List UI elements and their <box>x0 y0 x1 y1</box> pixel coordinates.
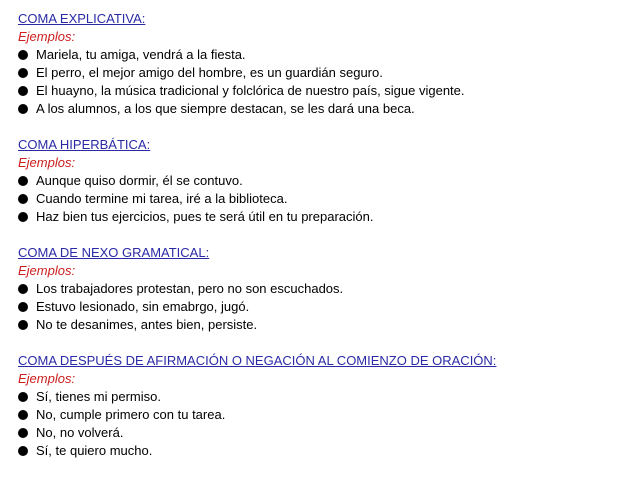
bullet-icon <box>18 104 28 114</box>
list-item <box>18 172 628 190</box>
examples-label: Ejemplos: <box>18 263 76 278</box>
list-item-text: Haz bien tus ejercicios, pues te será útil en tu preparación. <box>36 209 374 224</box>
bullet-icon <box>18 50 28 60</box>
section-coma-hiperbatica <box>18 136 628 226</box>
list-item <box>18 442 628 460</box>
bullet-icon <box>18 392 28 402</box>
example-list <box>18 172 628 226</box>
section-heading: COMA DE NEXO GRAMATICAL: <box>18 245 210 260</box>
list-item <box>18 388 628 406</box>
list-item <box>18 280 628 298</box>
bullet-icon <box>18 410 28 420</box>
list-item-text: El huayno, la música tradicional y folclórica de nuestro país, sigue vigente. <box>36 83 465 98</box>
section-heading: COMA EXPLICATIVA: <box>18 11 146 26</box>
section-coma-explicativa <box>18 10 628 118</box>
list-item <box>18 82 628 100</box>
list-item-text: Sí, tienes mi permiso. <box>36 389 161 404</box>
list-item <box>18 46 628 64</box>
list-item <box>18 298 628 316</box>
example-list <box>18 388 628 460</box>
example-list <box>18 46 628 118</box>
list-item-text: Mariela, tu amiga, vendrá a la fiesta. <box>36 47 246 62</box>
section-coma-afirmacion-negacion <box>18 352 628 460</box>
list-item <box>18 406 628 424</box>
bullet-icon <box>18 428 28 438</box>
list-item <box>18 316 628 334</box>
list-item-text: Aunque quiso dormir, él se contuvo. <box>36 173 243 188</box>
examples-label: Ejemplos: <box>18 155 76 170</box>
bullet-icon <box>18 320 28 330</box>
bullet-icon <box>18 194 28 204</box>
list-item-text: Cuando termine mi tarea, iré a la biblioteca. <box>36 191 288 206</box>
bullet-icon <box>18 212 28 222</box>
example-list <box>18 280 628 334</box>
list-item <box>18 190 628 208</box>
section-coma-de-nexo-gramatical <box>18 244 628 334</box>
list-item-text: No te desanimes, antes bien, persiste. <box>36 317 258 332</box>
list-item <box>18 64 628 82</box>
bullet-icon <box>18 86 28 96</box>
list-item <box>18 424 628 442</box>
list-item <box>18 208 628 226</box>
list-item-text: El perro, el mejor amigo del hombre, es un guardián seguro. <box>36 65 383 80</box>
section-heading: COMA HIPERBÁTICA: <box>18 137 151 152</box>
list-item-text: Sí, te quiero mucho. <box>36 443 153 458</box>
section-heading: COMA DESPUÉS DE AFIRMACIÓN O NEGACIÓN AL COMIENZO DE ORACIÓN: <box>18 353 497 368</box>
list-item-text: A los alumnos, a los que siempre destacan, se les dará una beca. <box>36 101 415 116</box>
bullet-icon <box>18 446 28 456</box>
examples-label: Ejemplos: <box>18 29 76 44</box>
bullet-icon <box>18 284 28 294</box>
bullet-icon <box>18 302 28 312</box>
document-page <box>18 10 628 460</box>
bullet-icon <box>18 176 28 186</box>
list-item-text: Los trabajadores protestan, pero no son escuchados. <box>36 281 344 296</box>
list-item-text: No, cumple primero con tu tarea. <box>36 407 226 422</box>
list-item-text: No, no volverá. <box>36 425 124 440</box>
bullet-icon <box>18 68 28 78</box>
list-item <box>18 100 628 118</box>
list-item-text: Estuvo lesionado, sin emabrgo, jugó. <box>36 299 250 314</box>
examples-label: Ejemplos: <box>18 371 76 386</box>
